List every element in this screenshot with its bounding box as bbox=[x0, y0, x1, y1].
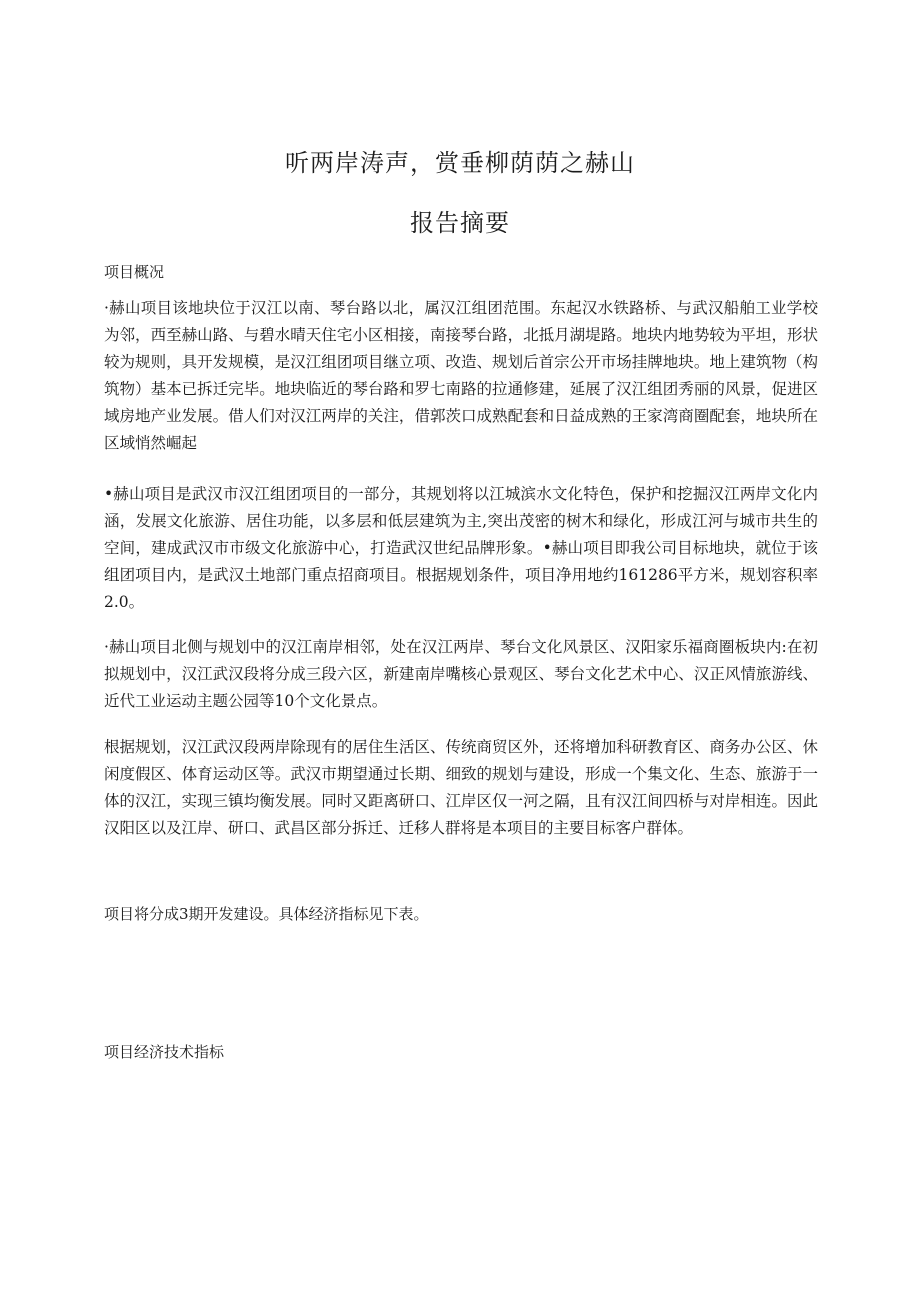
paragraph-location: ·赫山项目该地块位于汉江以南、琴台路以北，属汉江组团范围。东起汉水铁路桥、与武汉船舶工业学校为邻，西至赫山路、与碧水晴天住宅小区相接，南接琴台路，北抵月湖堤路。地块内地势较为平坦，形状较为规则，具开发规模，是汉江组团项目继立项、改造、规划后首宗公开市场挂牌地块。地上建筑物（构筑物）基本已拆迁完毕。地块临近的琴台路和罗七南路的拉通修建，延展了汉江组团秀丽的风景，促进区域房地产业发展。借人们对汉江两岸的关注，借郭茨口成熟配套和日益成熟的王家湾商圈配套，地块所在区域悄然崛起 bbox=[104, 299, 818, 452]
paragraph-planning: •赫山项目是武汉市汉江组团项目的一部分，其规划将以江城滨水文化特色，保护和挖掘汉江两岸文化内涵，发展文化旅游、居住功能，以多层和低层建筑为主,突出茂密的树木和绿化，形成江河与城市共生的空间，建成武汉市市级文化旅游中心，打造武汉世纪品牌形象。•赫山项目即我公司目标地块，就位于该组团项目内，是武汉土地部门重点招商项目。根据规划条件，项目净用地约161286平方米，规划容积率2.0。 bbox=[104, 485, 818, 611]
section-heading-overview: 项目概况 bbox=[104, 263, 165, 281]
paragraph-neighborhood: ·赫山项目北侧与规划中的汉江南岸相邻，处在汉江两岸、琴台文化风景区、汉阳家乐福商圈板块内:在初拟规划中，汉江武汉段将分成三段六区，新建南岸嘴核心景观区、琴台文化艺术中心、汉正风情旅游线、近代工业运动主题公园等10个文化景点。 bbox=[104, 638, 818, 710]
document-subtitle: 报告摘要 bbox=[410, 209, 510, 237]
phases-note: 项目将分成3期开发建设。具体经济指标见下表。 bbox=[104, 905, 429, 923]
paragraph-target-customers: 根据规划，汉江武汉段两岸除现有的居住生活区、传统商贸区外，还将增加科研教育区、商务办公区、休闲度假区、体育运动区等。武汉市期望通过长期、细致的规划与建设，形成一个集文化、生态、旅游于一体的汉江，实现三镇均衡发展。同时又距离研口、江岸区仅一河之隔，且有汉江间四桥与对岸相连。因此汉阳区以及江岸、研口、武昌区部分拆迁、迁移人群将是本项目的主要目标客户群体。 bbox=[104, 738, 818, 837]
section-heading-indicators: 项目经济技术指标 bbox=[104, 1043, 225, 1061]
document-title: 听两岸涛声，赏垂柳荫荫之赫山 bbox=[285, 149, 635, 177]
